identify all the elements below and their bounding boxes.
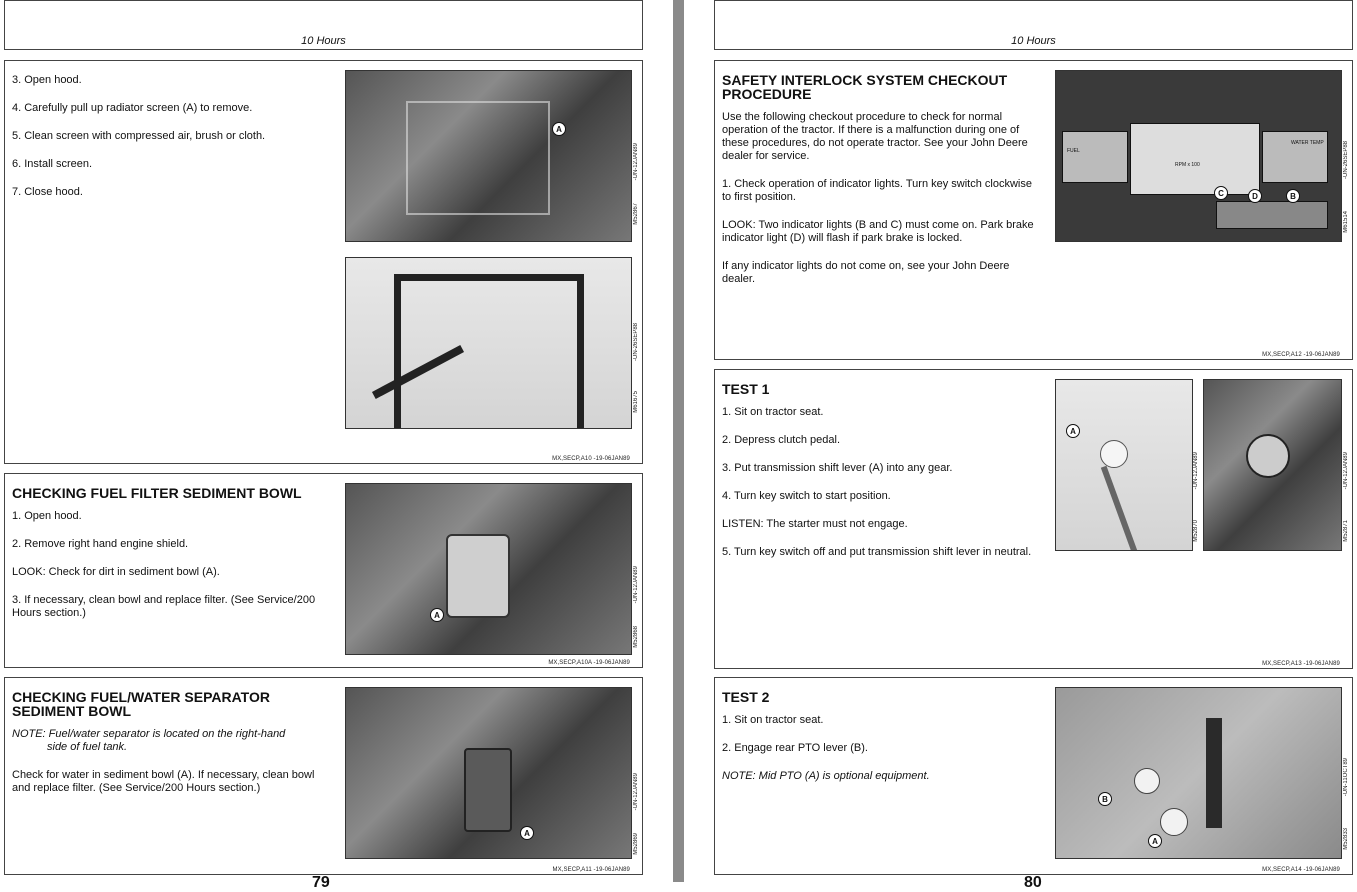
fuel-water-separator-section: [4, 677, 643, 875]
note: NOTE: Mid PTO (A) is optional equipment.: [722, 770, 930, 782]
photo-code: -UN-12JAN89: [633, 566, 639, 604]
right-header-box: [714, 0, 1353, 50]
separator-text: [12, 690, 332, 810]
radiator-screen-shape: [406, 101, 550, 215]
step: LISTEN: The starter must not engage.: [722, 518, 908, 530]
screen-photo: [345, 257, 632, 429]
rear-pto-knob: [1134, 768, 1160, 794]
callout-a: A: [520, 826, 534, 840]
doc-code: MX,SECP,A14 -19-06JAN89: [1262, 867, 1340, 873]
paragraph: 1. Check operation of indicator lights. Turn key switch clockwise to first position.: [722, 178, 1032, 203]
callout-a: A: [1148, 834, 1162, 848]
section-title: SAFETY INTERLOCK SYSTEM CHECKOUT PROCEDURE: [722, 72, 1008, 102]
tachometer: [1130, 123, 1260, 195]
step: 1. Sit on tractor seat.: [722, 714, 824, 726]
right-page: [684, 0, 1357, 891]
step: 7. Close hood.: [12, 186, 83, 198]
test2-section: [714, 677, 1353, 875]
photo-code: -UN-11OCT89: [1343, 758, 1349, 797]
step: 4. Carefully pull up radiator screen (A) to remove.: [12, 102, 253, 114]
body-text: Check for water in sediment bowl (A). If necessary, clean bowl and replace filter. (See Service/200 Hours section.): [12, 769, 315, 794]
safety-interlock-section: [714, 60, 1353, 360]
fuel-filter-text: [12, 486, 332, 635]
section-title: TEST 2: [722, 689, 770, 705]
fuel-filter-photo: [345, 483, 632, 655]
gauge-label: FUEL: [1067, 148, 1080, 154]
note-line: side of fuel tank.: [47, 741, 128, 753]
photo-code: M61675: [633, 391, 639, 413]
doc-code: MX,SECP,A13 -19-06JAN89: [1262, 661, 1340, 667]
radiator-photo: [345, 70, 632, 242]
photo-code: M61514: [1343, 211, 1349, 233]
step: 2. Engage rear PTO lever (B).: [722, 742, 868, 754]
step: 5. Turn key switch off and put transmission shift lever in neutral.: [722, 546, 1032, 558]
sediment-bowl-shape: [446, 534, 510, 618]
fuel-filter-section: [4, 473, 643, 668]
page-gutter: [673, 0, 684, 882]
callout-b: B: [1286, 189, 1300, 203]
photo-code: -UN-12JAN89: [1193, 452, 1199, 490]
gauge-label: RPM x 100: [1175, 162, 1200, 168]
photo-code: -UN-12JAN89: [633, 773, 639, 811]
key-switch: [1246, 434, 1290, 478]
photo-code: M52868: [633, 626, 639, 648]
dashboard-photo: [1055, 70, 1342, 242]
photo-code: M52871: [1343, 520, 1349, 542]
test1-section: [714, 369, 1353, 669]
step: 5. Clean screen with compressed air, brush or cloth.: [12, 130, 266, 142]
paragraph: Use the following checkout procedure to check for normal operation of the tractor. If there is a malfunction during one of these procedures, do not operate tractor. See your John Deere dealer for service.: [722, 111, 1028, 162]
doc-code: MX,SECP,A11 -19-06JAN89: [552, 867, 630, 873]
photo-code: -UN-26SEP88: [633, 323, 639, 362]
left-page: [0, 0, 673, 891]
step: 6. Install screen.: [12, 158, 93, 170]
section-title: CHECKING FUEL FILTER SEDIMENT BOWL: [12, 485, 302, 501]
running-head: 10 Hours: [301, 35, 346, 47]
paragraph: If any indicator lights do not come on, see your John Deere dealer.: [722, 260, 1010, 285]
callout-a: A: [1066, 424, 1080, 438]
step: 3. If necessary, clean bowl and replace filter. (See Service/200 Hours section.): [12, 594, 316, 619]
test2-text: [722, 690, 1042, 798]
step: 1. Open hood.: [12, 510, 82, 522]
indicator-panel: [1216, 201, 1328, 229]
safety-text: [722, 73, 1037, 301]
pto-bracket: [1206, 718, 1222, 828]
photo-code: M52833: [1343, 828, 1349, 850]
step: 4. Turn key switch to start position.: [722, 490, 891, 502]
step: 3. Open hood.: [12, 74, 82, 86]
key-switch-photo: [1203, 379, 1342, 551]
screen-frame: [394, 274, 584, 429]
step: 2. Remove right hand engine shield.: [12, 538, 189, 550]
step: 2. Depress clutch pedal.: [722, 434, 841, 446]
section-title: CHECKING FUEL/WATER SEPARATOR SEDIMENT BOWL: [12, 689, 270, 719]
callout-c: C: [1214, 186, 1228, 200]
shift-lever: [1101, 466, 1137, 551]
photo-code: -UN-12JAN89: [633, 143, 639, 181]
note-line: NOTE: Fuel/water separator is located on the right-hand: [12, 728, 286, 740]
shift-knob: [1100, 440, 1128, 468]
doc-code: MX,SECP,A12 -19-06JAN89: [1262, 352, 1340, 358]
pto-lever-photo: [1055, 687, 1342, 859]
temp-gauge: [1262, 131, 1328, 183]
running-head: 10 Hours: [1011, 35, 1056, 47]
doc-code: MX,SECP,A10A -19-06JAN89: [548, 660, 630, 666]
photo-code: M52870: [1193, 520, 1199, 542]
separator-bowl-shape: [464, 748, 512, 832]
fuel-gauge: [1062, 131, 1128, 183]
radiator-steps: [12, 74, 332, 214]
callout-a: A: [430, 608, 444, 622]
callout-d: D: [1248, 189, 1262, 203]
photo-code: -UN-12JAN89: [1343, 452, 1349, 490]
doc-code: MX,SECP,A10 -19-06JAN89: [552, 456, 630, 462]
gauge-label: WATER TEMP: [1291, 140, 1324, 146]
step: LOOK: Check for dirt in sediment bowl (A).: [12, 566, 220, 578]
separator-photo: [345, 687, 632, 859]
page-number: 79: [312, 874, 330, 891]
left-header-box: [4, 0, 643, 50]
section-title: TEST 1: [722, 381, 770, 397]
photo-code: M52869: [633, 833, 639, 855]
note: [12, 728, 332, 754]
step: 1. Sit on tractor seat.: [722, 406, 824, 418]
photo-code: -UN-26SEP88: [1343, 141, 1349, 180]
mid-pto-knob: [1160, 808, 1188, 836]
photo-code: M52867: [633, 203, 639, 225]
step: 3. Put transmission shift lever (A) into any gear.: [722, 462, 953, 474]
test1-text: [722, 382, 1042, 574]
radiator-screen-section: [4, 60, 643, 464]
shift-lever-photo: [1055, 379, 1193, 551]
callout-a: A: [552, 122, 566, 136]
page-number: 80: [1024, 874, 1042, 891]
callout-b: B: [1098, 792, 1112, 806]
paragraph: LOOK: Two indicator lights (B and C) must come on. Park brake indicator light (D) will flash if park brake is locked.: [722, 219, 1034, 244]
